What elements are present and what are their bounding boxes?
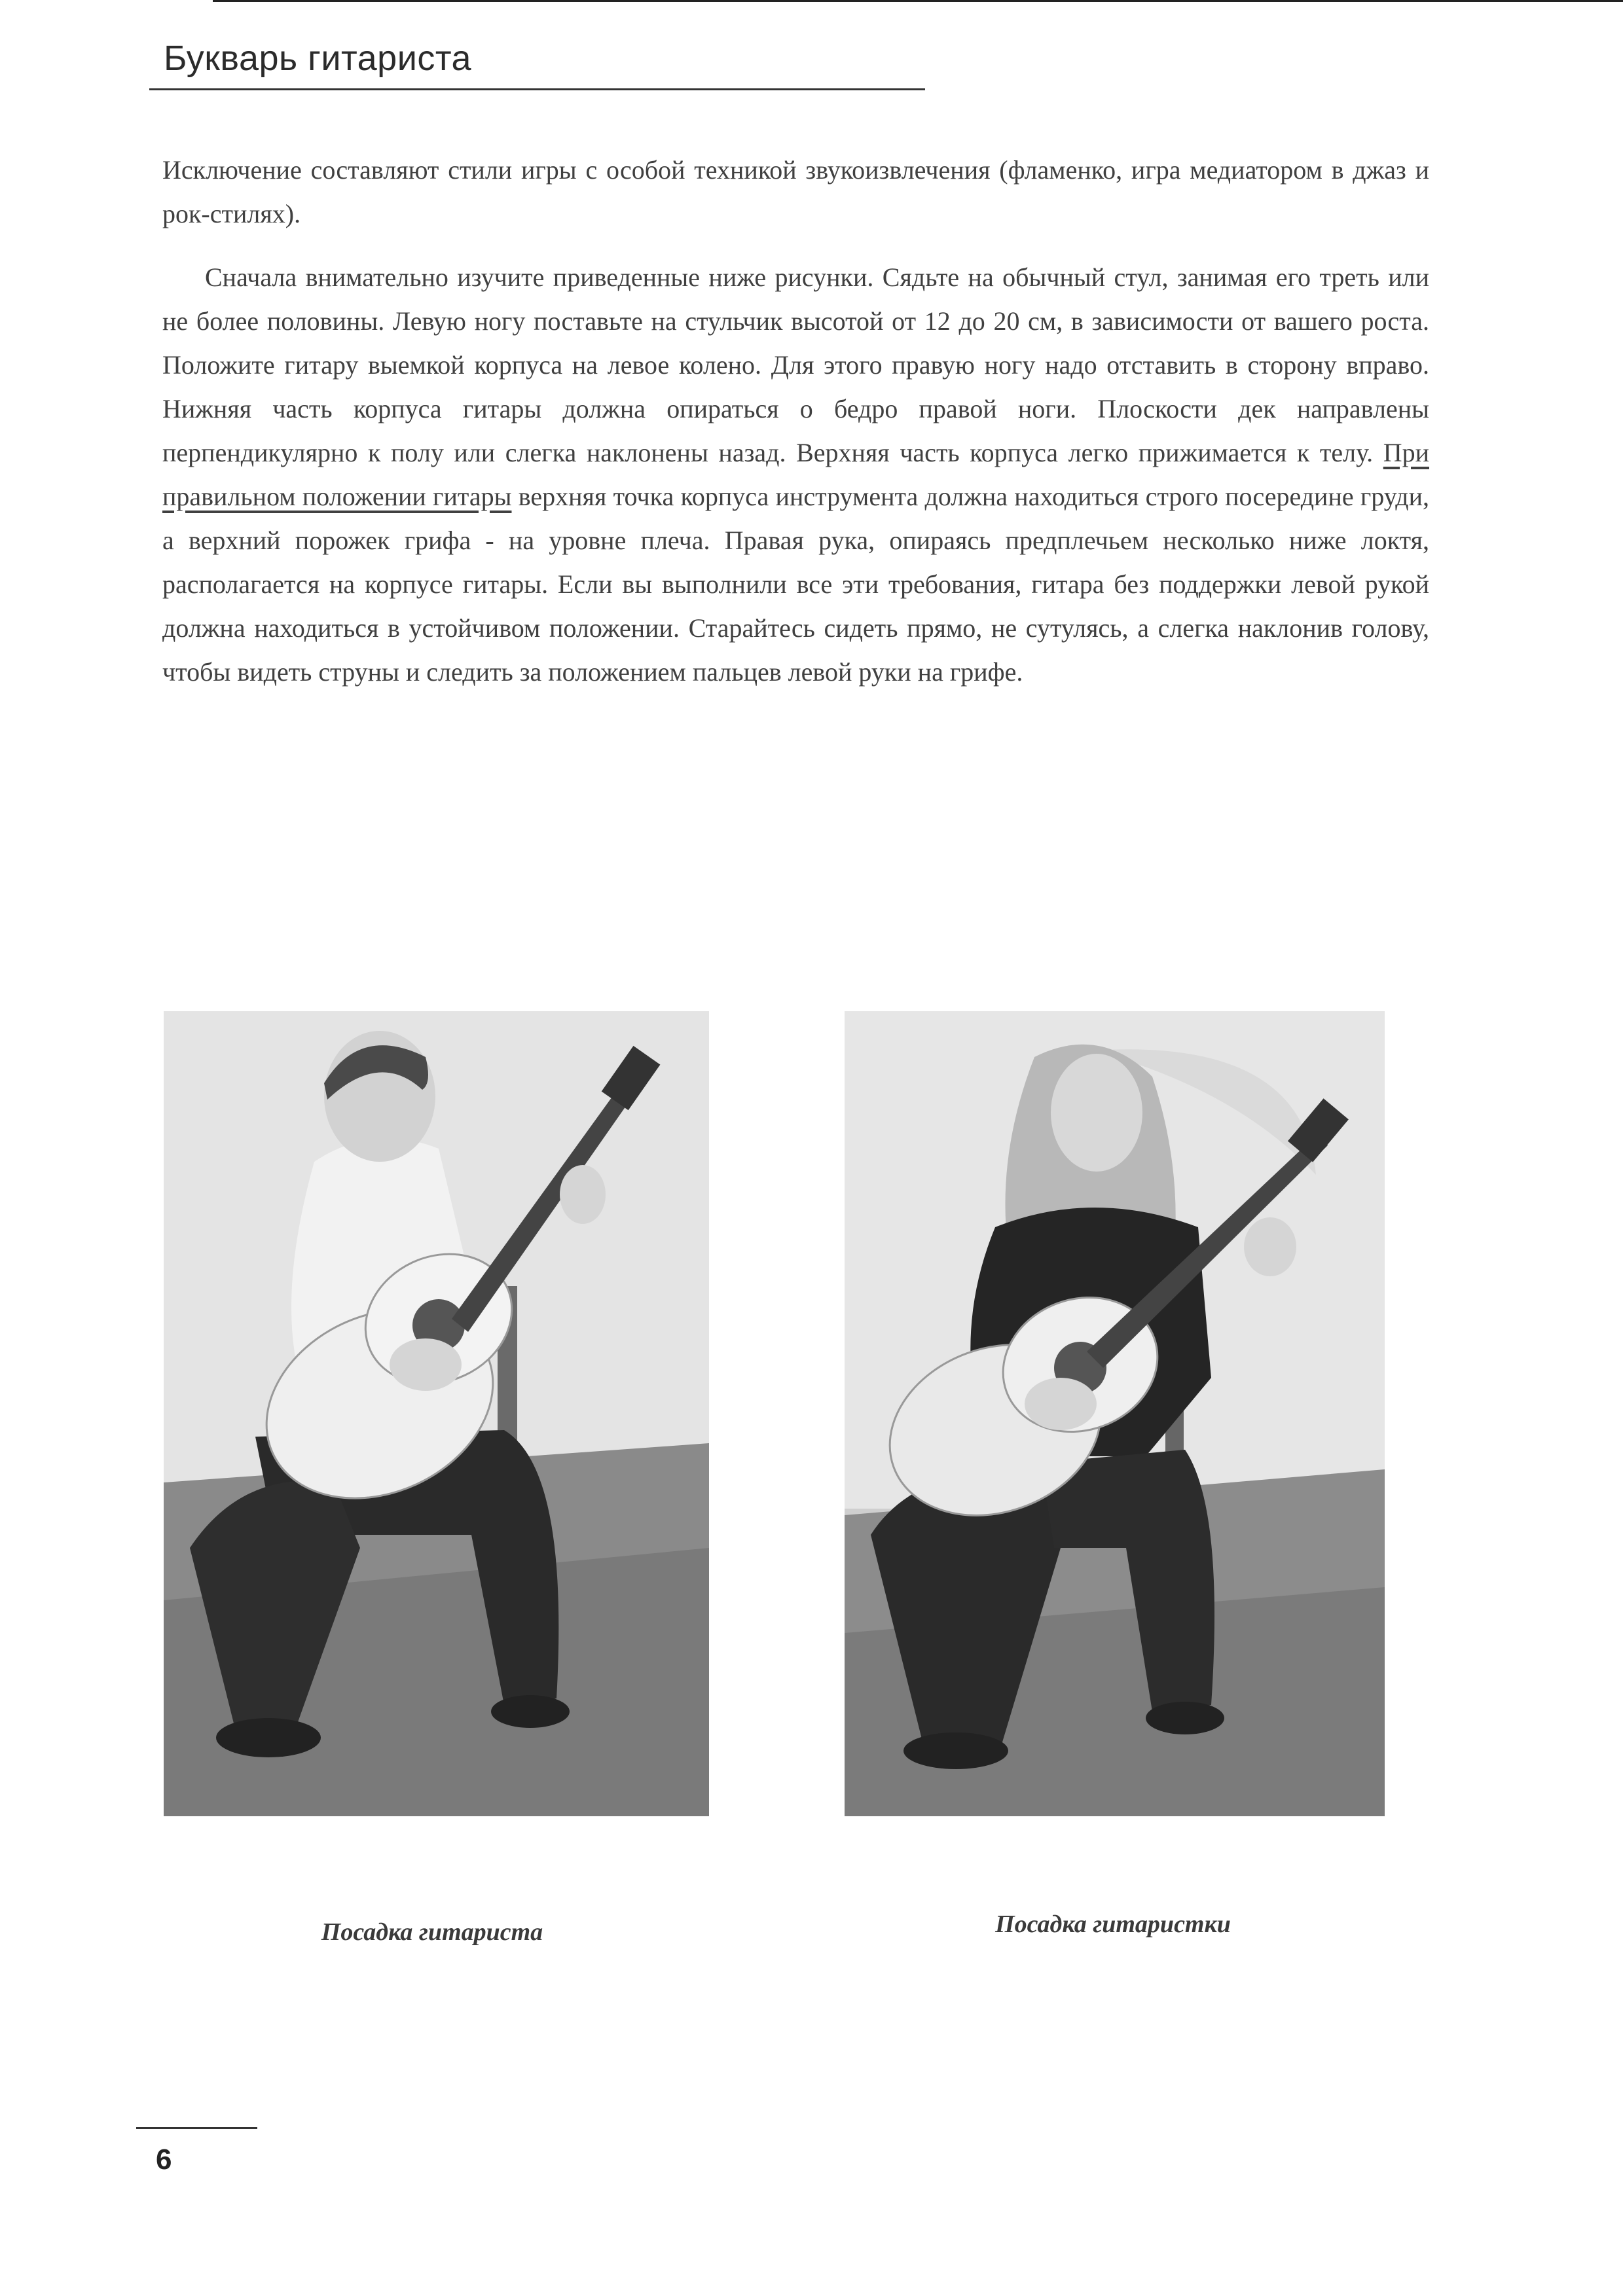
figure-caption-2: Посадка гитаристки: [995, 1910, 1231, 1938]
footer-rule: [136, 2127, 257, 2129]
paragraph-2: [162, 255, 1429, 694]
photo-guitarist-boy: [164, 1011, 709, 1816]
paragraph-1: Исключение составляют стили игры с особой техникой звукоизвлечения (фламенко, игра медиатором в джаз и рок-стилях).: [162, 155, 1429, 228]
paragraph-2-text-start: Сначала внимательно изучите приведенные ниже рисунки. Сядьте на обычный стул, занимая его треть или не более половины. Левую ногу поставьте на стульчик высотой от 12 до 20 см, в зависимости от вашего роста. Положите гитару выемкой корпуса на левое колено. Для этого правую ногу надо отставить в сторону вправо. Нижняя часть корпуса гитары должна опираться о бедро правой ноги. Плоскости дек направлены перпендикулярно к полу или слегка наклонены назад. Верхняя часть корпуса легко прижимается к телу.: [162, 262, 1429, 467]
page-number: 6: [156, 2144, 172, 2176]
running-header-title: Букварь гитариста: [164, 39, 472, 78]
figure-caption-1: Посадка гитариста: [321, 1918, 543, 1946]
underlined-phrase: При правильном положении гитары: [162, 438, 1429, 511]
header-rule: [149, 88, 925, 90]
top-rule: [213, 0, 1623, 2]
paragraph-2-text-end: верхняя точка корпуса инструмента должна находиться строго посередине груди, а верхний порожек грифа - на уровне плеча. Правая рука, опираясь предплечьем несколько ниже локтя, располагается на корпусе гитары. Если вы выполнили все эти требования, гитара без поддержки левой рукой должна находиться в устойчивом положении. Старайтесь сидеть прямо, не сутулясь, а слегка наклонив голову, чтобы видеть струны и следить за положением пальцев левой руки на грифе.: [162, 482, 1429, 687]
photo-guitarist-girl: [845, 1011, 1385, 1816]
